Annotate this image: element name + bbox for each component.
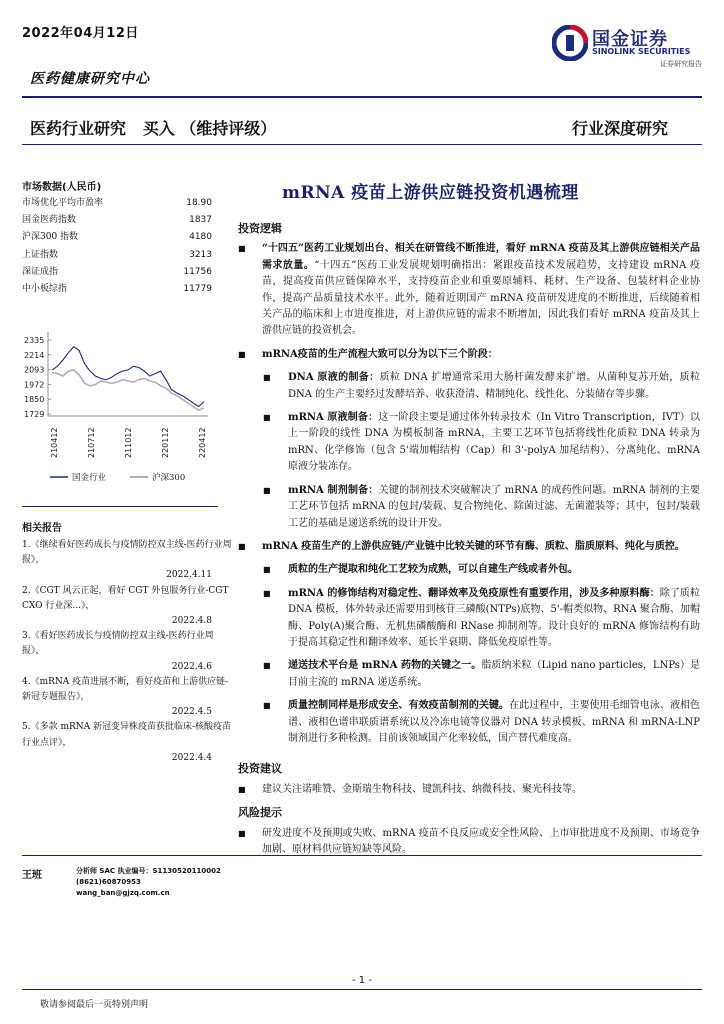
market-row: 上证指数 3213 [22, 249, 212, 260]
list-item: 1.《继续看好医药成长与疫情防控双主线-医药行业周报》， 2022.4.11 [22, 540, 232, 581]
paragraph: ■ “十四五”医药工业规划出台、相关在研管线不断推进，看好 mRNA 疫苗及其上游供应链相关产品需求放量。“十四五”医药工业发展规划明确指出：紧跟疫苗技术发展趋势，支持建设 mRNA 疫苗，提高疫苗供应链保障水平，支持疫苗企业和重要原辅料、耗材、生产设备、包装材料企业协作，提高产品质量技术水平。此外，随着近期国产 mRNA 疫苗研发进度的不断推进，后续随着相关产品的临床和上市进度推进，对上游供应链的需求不断增加，因此我们看好 mRNA 疫苗及其上游供应链的投资机会。 [238, 241, 700, 339]
research-center: 医药健康研究中心 [30, 71, 150, 87]
footer-divider [22, 989, 702, 990]
x-tick-label: 220412 [198, 427, 207, 458]
list-item: 2.《CGT 风云正起，看好 CGT 外包服务行业-CGT CXO 行业深...》， 2022.4.8 [22, 585, 229, 627]
legend-label: 沪深300 [152, 473, 186, 483]
header-divider [22, 96, 702, 98]
report-date: 2022年04月12日 [22, 26, 139, 41]
section-heading: 投资逻辑 [238, 222, 282, 235]
market-row: 市场优化平均市盈率 18.90 [22, 198, 212, 208]
related-reports-title: 相关报告 [22, 523, 62, 534]
section-heading: 投资建议 [238, 762, 282, 776]
sub-paragraph: ■ 递送技术平台是 mRNA 药物的关键之一。脂质纳米粒（Lipid nano particles，LNPs）是目前主流的 mRNA 递送系统。 [238, 658, 700, 691]
author-cert: 分析师 SAC 执业编号：S1130520110002 [76, 867, 221, 875]
header-divider-2 [22, 144, 702, 145]
sub-paragraph: ■ mRNA 制剂制备：关键的制剂技术突破解决了 mRNA 的成药性问题。mRNA 制剂的主要工艺环节包括 mRNA 的包封/装载、复合物纯化、除菌过滤、无菌灌装等；其中，包封/装载工艺的基础是递送系统的设计开发。 [238, 483, 700, 532]
x-tick-label: 210712 [87, 427, 96, 458]
sub-paragraph: ■ 质粒的生产提取和纯化工艺较为成熟，可以自建生产线或者外包。 [238, 562, 700, 578]
author-info [76, 866, 221, 899]
author-email[interactable]: wang_ban@gjzq.com.cn [76, 889, 170, 897]
sub-paragraph: ■ 质量控制同样是形成安全、有效疫苗制剂的关键。在此过程中，主要使用毛细管电泳、液相色谱、液相色谱串联质谱系统以及冷冻电镜等仪器对 DNA 转录模板、mRNA 和 mRNA-LNP 制剂进行多种检测。目前该领域国产化率较低，国产替代难度高。 [238, 698, 700, 747]
paragraph: ■ 建议关注诺唯赞、金斯瑞生物科技、键凯科技、纳微科技、聚光科技等。 [238, 782, 700, 798]
y-tick-label: 2335 [24, 336, 45, 345]
logo-en: SINOLINK SECURITIES [592, 47, 691, 56]
section-heading: 风险提示 [238, 806, 282, 820]
y-tick-label: 2093 [24, 365, 45, 375]
market-row: 中小板综指 11779 [22, 283, 212, 294]
market-row: 深证成指 11756 [22, 266, 212, 277]
sidebar-divider [22, 506, 218, 507]
related-reports-list [22, 538, 236, 766]
y-tick-label: 1972 [24, 380, 45, 390]
list-item: 4.《mRNA 疫苗进展不断，看好疫苗和上游供应链-新冠专题报告》， 2022.4.5 [22, 676, 229, 718]
logo-icon [552, 25, 588, 61]
page-number: - 1 - [352, 975, 372, 986]
disclaimer: 敬请参阅最后一页特别声明 [40, 1000, 149, 1010]
x-tick-label: 210412 [50, 427, 59, 458]
list-item: 5.《多款 mRNA 新冠变异株疫苗获批临床-核酸疫苗行业点评》， 2022.4.4 [22, 722, 232, 763]
paragraph: ■ mRNA 疫苗生产的上游供应链/产业链中比较关键的环节有酶、质粒、脂质原料、纯化与质控。 [238, 539, 700, 555]
sub-paragraph: ■ mRNA 的修饰结构对稳定性、翻译效率及免疫原性有重要作用，涉及多种原料酶：除了质粒 DNA 模板，体外转录还需要用到核苷三磷酸(NTPs)底物、5'-帽类似物、RNA 聚合酶、加帽酶、Poly(A)聚合酶、无机焦磷酸酶和 RNase 抑制剂等。设计良好的 mRNA 修饰结构有助于提高其稳定性和翻译效率、延长半衰期、降低免疫原性等。 [238, 586, 700, 652]
report-type: 行业深度研究 [572, 119, 669, 138]
index-line-chart [22, 322, 218, 492]
author-phone: (8621)60870953 [76, 878, 141, 886]
paragraph: ■ mRNA疫苗的生产流程大致可以分为以下三个阶段： [238, 347, 700, 363]
x-tick-label: 220112 [161, 427, 170, 458]
logo-cn: 国金证券 [592, 29, 668, 50]
market-row: 国金医药指数 1837 [22, 215, 212, 226]
author-name: 王班 [22, 870, 42, 881]
research-rating: 医药行业研究 买入 （维持评级） [30, 119, 277, 138]
market-data-title: 市场数据(人民币) [22, 182, 102, 193]
series-line-hs300 [52, 370, 204, 410]
sub-paragraph: ■ DNA 原液的制备：质粒 DNA 扩增通常采用大肠杆菌发酵来扩增。从菌种复苏开始，质粒 DNA 的生产主要经过发酵培养、收获澄清、精制纯化、线性化、分装储存等步骤。 [238, 370, 700, 403]
list-item: 3.《看好医药成长与疫情防控双主线-医药行业周报》， 2022.4.6 [22, 631, 214, 672]
x-tick-label: 211012 [124, 427, 133, 458]
legend-label: 国金行业 [72, 473, 107, 483]
report-cert: 证券研究报告 [660, 60, 702, 68]
paragraph: ■ 研发进度不及预期或失败、mRNA 疫苗不良反应或安全性风险、上市审批进度不及预期、市场竞争加剧、原材料供应链短缺等风险。 [238, 826, 700, 859]
report-title: mRNA 疫苗上游供应链投资机遇梳理 [282, 183, 579, 203]
market-row: 沪深300 指数 4180 [22, 232, 212, 243]
y-tick-label: 2214 [24, 350, 45, 360]
market-data-panel [22, 178, 212, 298]
y-tick-label: 1729 [24, 410, 45, 419]
company-logo [552, 23, 702, 63]
sub-paragraph: ■ mRNA 原液制备：这一阶段主要是通过体外转录技术（In Vitro Transcription，IVT）以上一阶段的线性 DNA 为模板制备 mRNA，主要工艺环节包括将线性化质粒 DNA 转录为 mRN、化学修饰（包含 5'端加帽结构（Cap）和 3'-polyA 加尾结构）、分离纯化、mRNA 原液分装冻存。 [238, 410, 700, 476]
y-tick-label: 1850 [24, 395, 45, 405]
main-content [238, 221, 700, 858]
